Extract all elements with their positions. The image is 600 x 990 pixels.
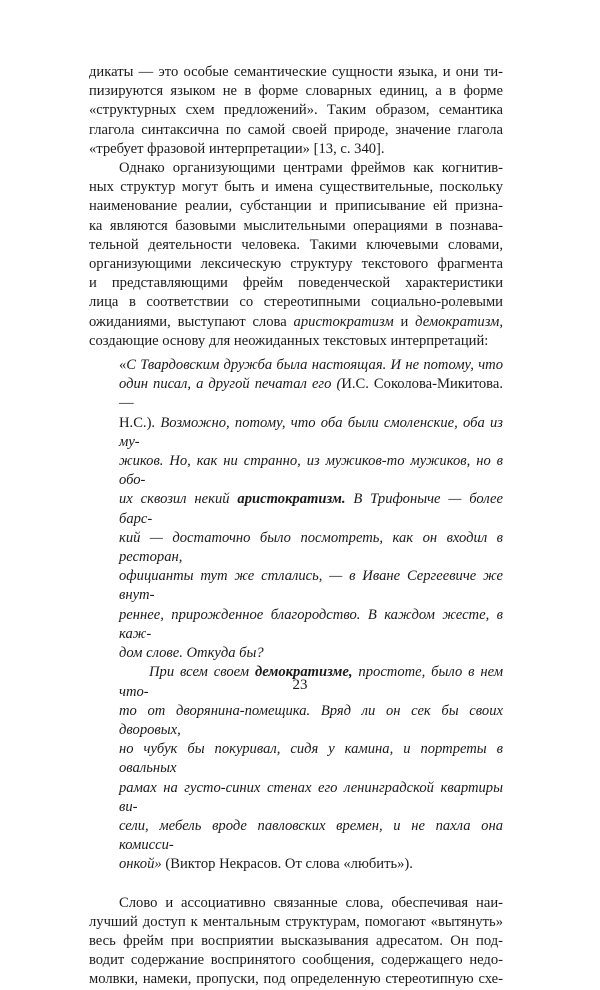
quote-line: официанты тут же стлались, — в Иване Сергеевиче же внут- (119, 568, 503, 604)
quote-fragment: онкой» (119, 856, 162, 873)
quote-fragment: С Твардовским дружба была настоящая. И не потому, что (126, 357, 503, 374)
text-line: глагола синтаксична по самой своей природе, значение глагола (89, 121, 503, 138)
text-line: лучший доступ к ментальным структурам, помогают «вытянуть» (89, 913, 503, 930)
quote-fragment: В Трифоныче — более барс- (119, 491, 503, 527)
quote-line: но чубук бы покуривал, сидя у камина, и портреты в овальных (119, 741, 503, 777)
text-line: тельной деятельности человека. Такими ключевыми словами, (89, 236, 503, 253)
text-line: наименование реалии, субстанции и приписывание ей призна- (89, 198, 503, 215)
text-line: ных структур могут быть и имена существительные, поскольку (89, 179, 503, 196)
key-term-aristocratism: аристократизм (293, 313, 394, 330)
text-line: и представляющими фрейм поведенческой характеристики (89, 275, 503, 292)
quote-line: то от дворянина-помещика. Вряд ли он сек бы своих дворовых, (119, 702, 503, 738)
quote-line (119, 375, 503, 413)
text-line: пизируются языком не в форме словарных единиц, а в форме (89, 83, 503, 100)
text-line: создающие основу для неожиданных текстовых интерпретаций: (89, 332, 489, 349)
text-line: весь фрейм при восприятии высказывания адресатом. Он под- (89, 932, 503, 949)
text-line: Слово и ассоциативно связанные слова, обеспечивая наи- (119, 894, 503, 911)
page-number: 23 (292, 677, 308, 693)
quote-line: кий — достаточно было посмотреть, как он входил в ресторан, (119, 529, 503, 566)
quote-line: дом слове. Откуда бы? (119, 645, 264, 662)
key-term-democratism: демократизм, (415, 313, 503, 330)
quote-line (119, 855, 503, 874)
quote-fragment: один писал, а другой печатал его ( (119, 376, 342, 393)
paragraph-frames (89, 159, 503, 351)
quote-fragment: простоте, было в нем что- (119, 664, 504, 700)
text-line: водит содержание воспринятого сообщения, содержащего недо- (89, 952, 503, 969)
text-line: «структурных схем предложений». Таким образом, семантика (89, 102, 503, 119)
quote-source: (Виктор Некрасов. От слова «любить»). (161, 856, 413, 873)
quote-line (119, 490, 503, 528)
quote-highlight-democratism: демократизме, (254, 664, 353, 681)
quote-open-mark: « (119, 357, 127, 374)
text-fragment: ожиданиями, выступают слова (89, 313, 287, 330)
quote-fragment: При всем своем (149, 664, 255, 681)
quote-line: сели, мебель вроде павловских времен, и не пахла она комисси- (119, 817, 503, 854)
conjunction: и (400, 313, 409, 330)
quote-fragment: их сквозил некий (119, 491, 238, 508)
quote-line: жиков. Но, как ни странно, из мужиков-то мужиков, но в обо- (119, 453, 503, 489)
quote-author-name: И.С. Соколова-Микитова. — (119, 376, 504, 412)
text-line: Однако организующими центрами фреймов как когнитив- (119, 160, 503, 177)
quote-line (119, 414, 503, 452)
quote-line: рамах на густо-синих стенах его ленинградской квартиры ви- (119, 779, 503, 815)
paragraph-continued (89, 63, 503, 159)
quote-initials: Н.С.). (119, 414, 156, 431)
quote-fragment: Возможно, потому, что оба были смоленские, оба из му- (119, 414, 503, 450)
text-line: дикаты — это особые семантические сущности языка, и они ти- (89, 64, 503, 80)
text-line: лица в соответствии со стереотипными социально-ролевыми (89, 294, 503, 311)
text-line: молвки, намеки, пропуски, под определенную стереотипную схе- (89, 971, 503, 988)
text-line: «требует фразовой интерпретации» [13, с. 340]. (89, 140, 385, 157)
text-line-with-terms (89, 313, 503, 332)
quote-line (119, 356, 503, 375)
quote-highlight-aristocratism: аристократизм. (237, 491, 346, 508)
block-quote (119, 356, 503, 874)
text-line: организующими лексическую структуру текстового фрагмента (89, 256, 503, 273)
quote-line: реннее, прирожденное благородство. В каждом жесте, в каж- (119, 606, 503, 642)
paragraph-association (89, 894, 503, 990)
text-line: ка являются базовыми мыслительными операциями в познава- (89, 217, 503, 234)
